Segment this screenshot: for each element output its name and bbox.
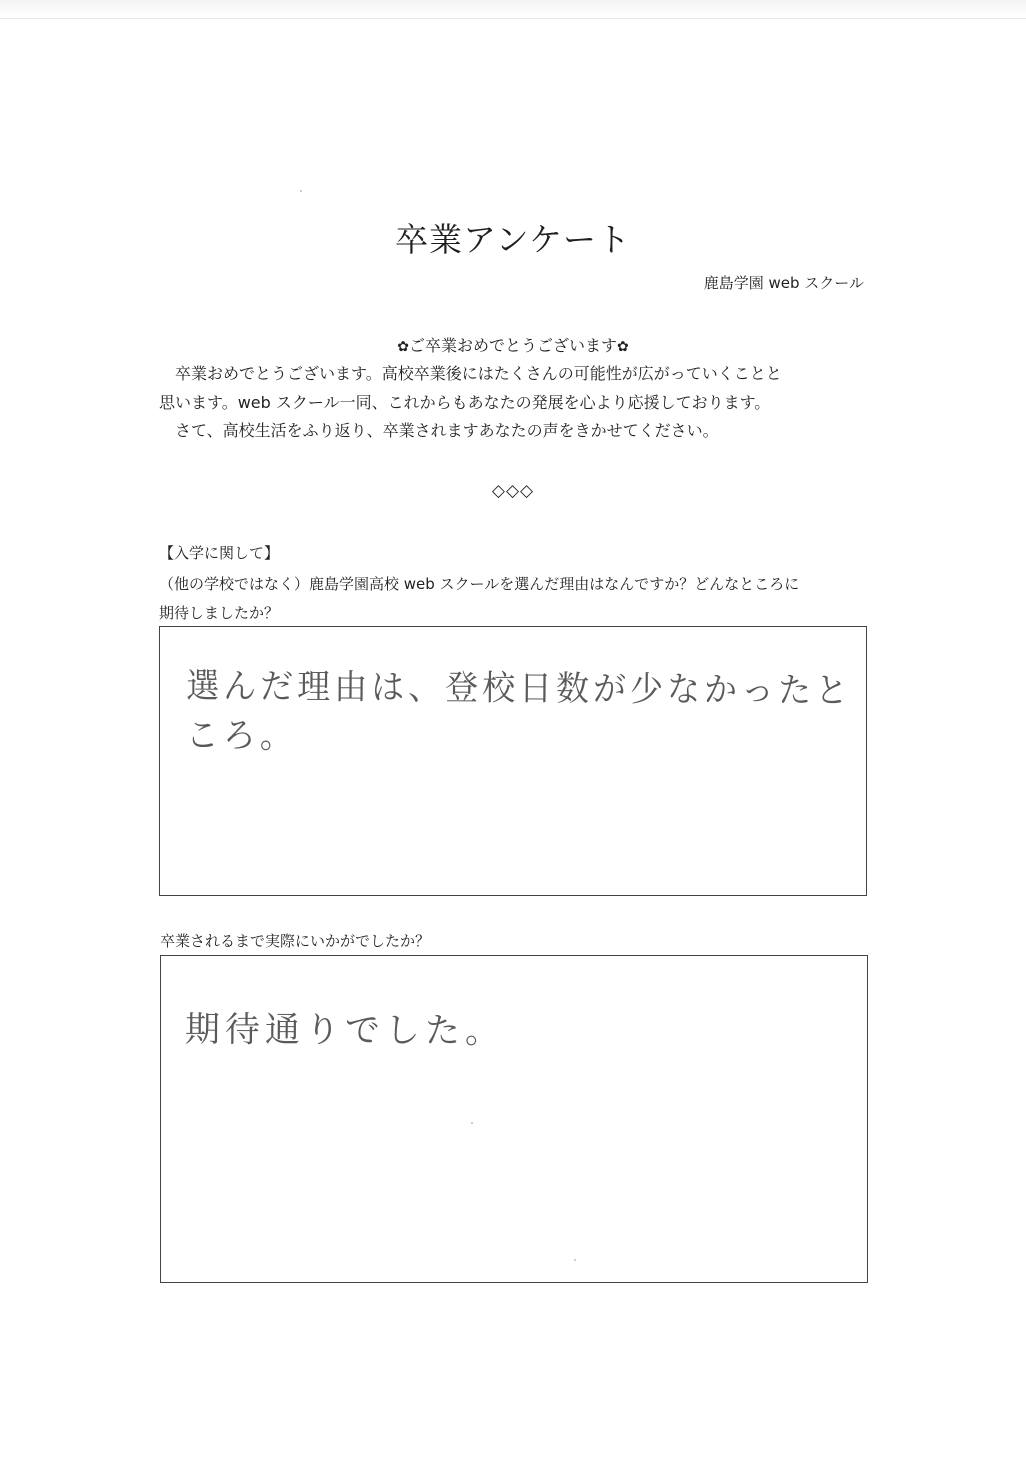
greeting-line: 思います。web スクール一同、これからもあなたの発展を心より応援しております。 bbox=[159, 392, 771, 412]
scan-speck bbox=[471, 1122, 473, 1124]
document-title: 卒業アンケート bbox=[394, 220, 632, 259]
greeting-message bbox=[159, 360, 879, 446]
greeting-heading bbox=[0, 333, 1026, 356]
greeting-line: 卒業おめでとうございます。高校卒業後にはたくさんの可能性が広がっていくことと bbox=[175, 364, 782, 383]
greeting-heading-text: ご卒業おめでとうございます bbox=[408, 336, 617, 355]
diamond-divider: ◇◇◇ bbox=[491, 481, 535, 501]
question-1-line: 期待しましたか？ bbox=[159, 604, 280, 622]
scan-speck bbox=[574, 1259, 576, 1261]
handwritten-answer-2: 期待通りでした。 bbox=[184, 1010, 506, 1052]
question-1-line: （他の学校ではなく）鹿島学園高校 web スクールを選んだ理由はなんですか？どんなところに bbox=[159, 575, 800, 593]
section-label: 【入学に関して】 bbox=[159, 544, 280, 562]
question-2: 卒業されるまで実際にいかがでしたか？ bbox=[160, 932, 431, 950]
handwritten-answer-1: 選んだ理由は、登校日数が少なかったところ。 bbox=[185, 664, 853, 757]
scan-speck bbox=[300, 190, 302, 192]
answer-box-1[interactable] bbox=[159, 626, 867, 896]
organization-name: 鹿島学園 web スクール bbox=[703, 274, 864, 292]
question-1 bbox=[159, 570, 879, 628]
answer-box-2[interactable] bbox=[160, 955, 868, 1283]
greeting-line: さて、高校生活をふり返り、卒業されますあなたの声をきかせてください。 bbox=[175, 421, 719, 440]
flower-icon: ✿ bbox=[617, 339, 629, 355]
flower-icon: ✿ bbox=[397, 339, 409, 355]
scan-edge bbox=[0, 0, 1026, 19]
